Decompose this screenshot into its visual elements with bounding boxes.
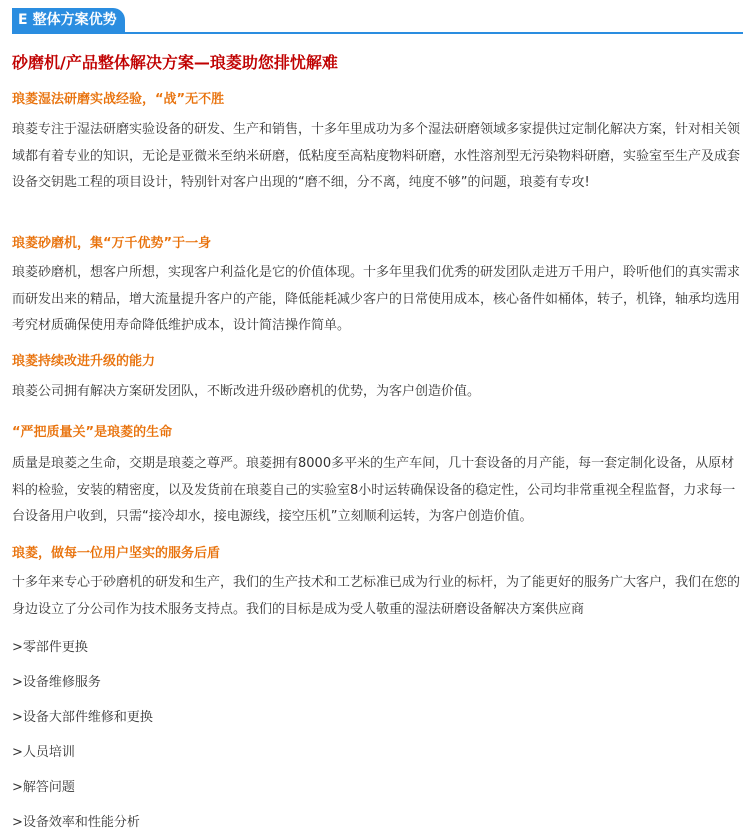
section-title-experience: 琅菱湿法研磨实战经验，“战”无不胜: [12, 92, 225, 107]
section-body-advantages: 琅菱砂磨机，想客户所想，实现客户利益化是它的价值体现。十多年里我们优秀的研发团队走进万千用户，聆听他们的真实需求而研发出来的精品，增大流量提升客户的产能，降低能耗减少客户的日常使用成本，核心备件如桶体，转子，机锋，轴承均选用考究材质确保使用寿命降低维护成本，设计简洁操作简单。: [12, 265, 741, 333]
section-header-tab: [12, 8, 125, 32]
page-title: 砂磨机/产品整体解决方案—琅菱助您排忧解难: [12, 53, 338, 72]
section-title-improvement: 琅菱持续改进升级的能力: [12, 354, 156, 369]
section-header-title: 整体方案优势: [32, 12, 117, 28]
service-item-parts-replacement[interactable]: >零部件更换: [12, 640, 88, 655]
service-item-repair[interactable]: >设备维修服务: [12, 675, 101, 690]
section-body-experience: 琅菱专注于湿法研磨实验设备的研发、生产和销售，十多年里成功为多个湿法研磨领域多家提供过定制化解决方案，针对相关领域都有着专业的知识，无论是亚微米至纳米研磨，低粘度至高粘度物料研磨，水性溶剂型无污染物料研磨，实验室至生产及成套设备交钥匙工程的项目设计，特别针对客户出现的“磨不细，分不离，纯度不够”的问题，琅菱有专攻!: [12, 122, 741, 190]
section-letter: E: [18, 12, 28, 28]
service-item-training[interactable]: >人员培训: [12, 745, 75, 760]
section-header: [12, 8, 743, 34]
service-item-analysis[interactable]: >设备效率和性能分析: [12, 815, 140, 830]
service-item-major-parts[interactable]: >设备大部件维修和更换: [12, 710, 153, 725]
section-title-service: 琅菱，做每一位用户坚实的服务后盾: [12, 546, 221, 561]
section-body-service: 十多年来专心于砂磨机的研发和生产，我们的生产技术和工艺标准已成为行业的标杆，为了能更好的服务广大客户，我们在您的身边设立了分公司作为技术服务支持点。我们的目标是成为受人敬重的湿法研磨设备解决方案供应商: [12, 575, 741, 617]
section-body-quality: 质量是琅菱之生命，交期是琅菱之尊严。琅菱拥有8000多平米的生产车间，几十套设备的月产能，每一套定制化设备，从原材料的检验，安装的精密度，以及发货前在琅菱自己的实验室8小时运转确保设备的稳定性，公司均非常重视全程监督，力求每一台设备用户收到，只需“接冷却水，接电源线，接空压机”立刻顺利运转，为客户创造价值。: [12, 456, 736, 524]
section-title-quality: “严把质量关”是琅菱的生命: [12, 425, 173, 440]
section-title-advantages: 琅菱砂磨机，集“万千优势”于一身: [12, 236, 212, 251]
service-item-qa[interactable]: >解答问题: [12, 780, 75, 795]
section-body-improvement: 琅菱公司拥有解决方案研发团队，不断改进升级砂磨机的优势，为客户创造价值。: [12, 384, 481, 399]
